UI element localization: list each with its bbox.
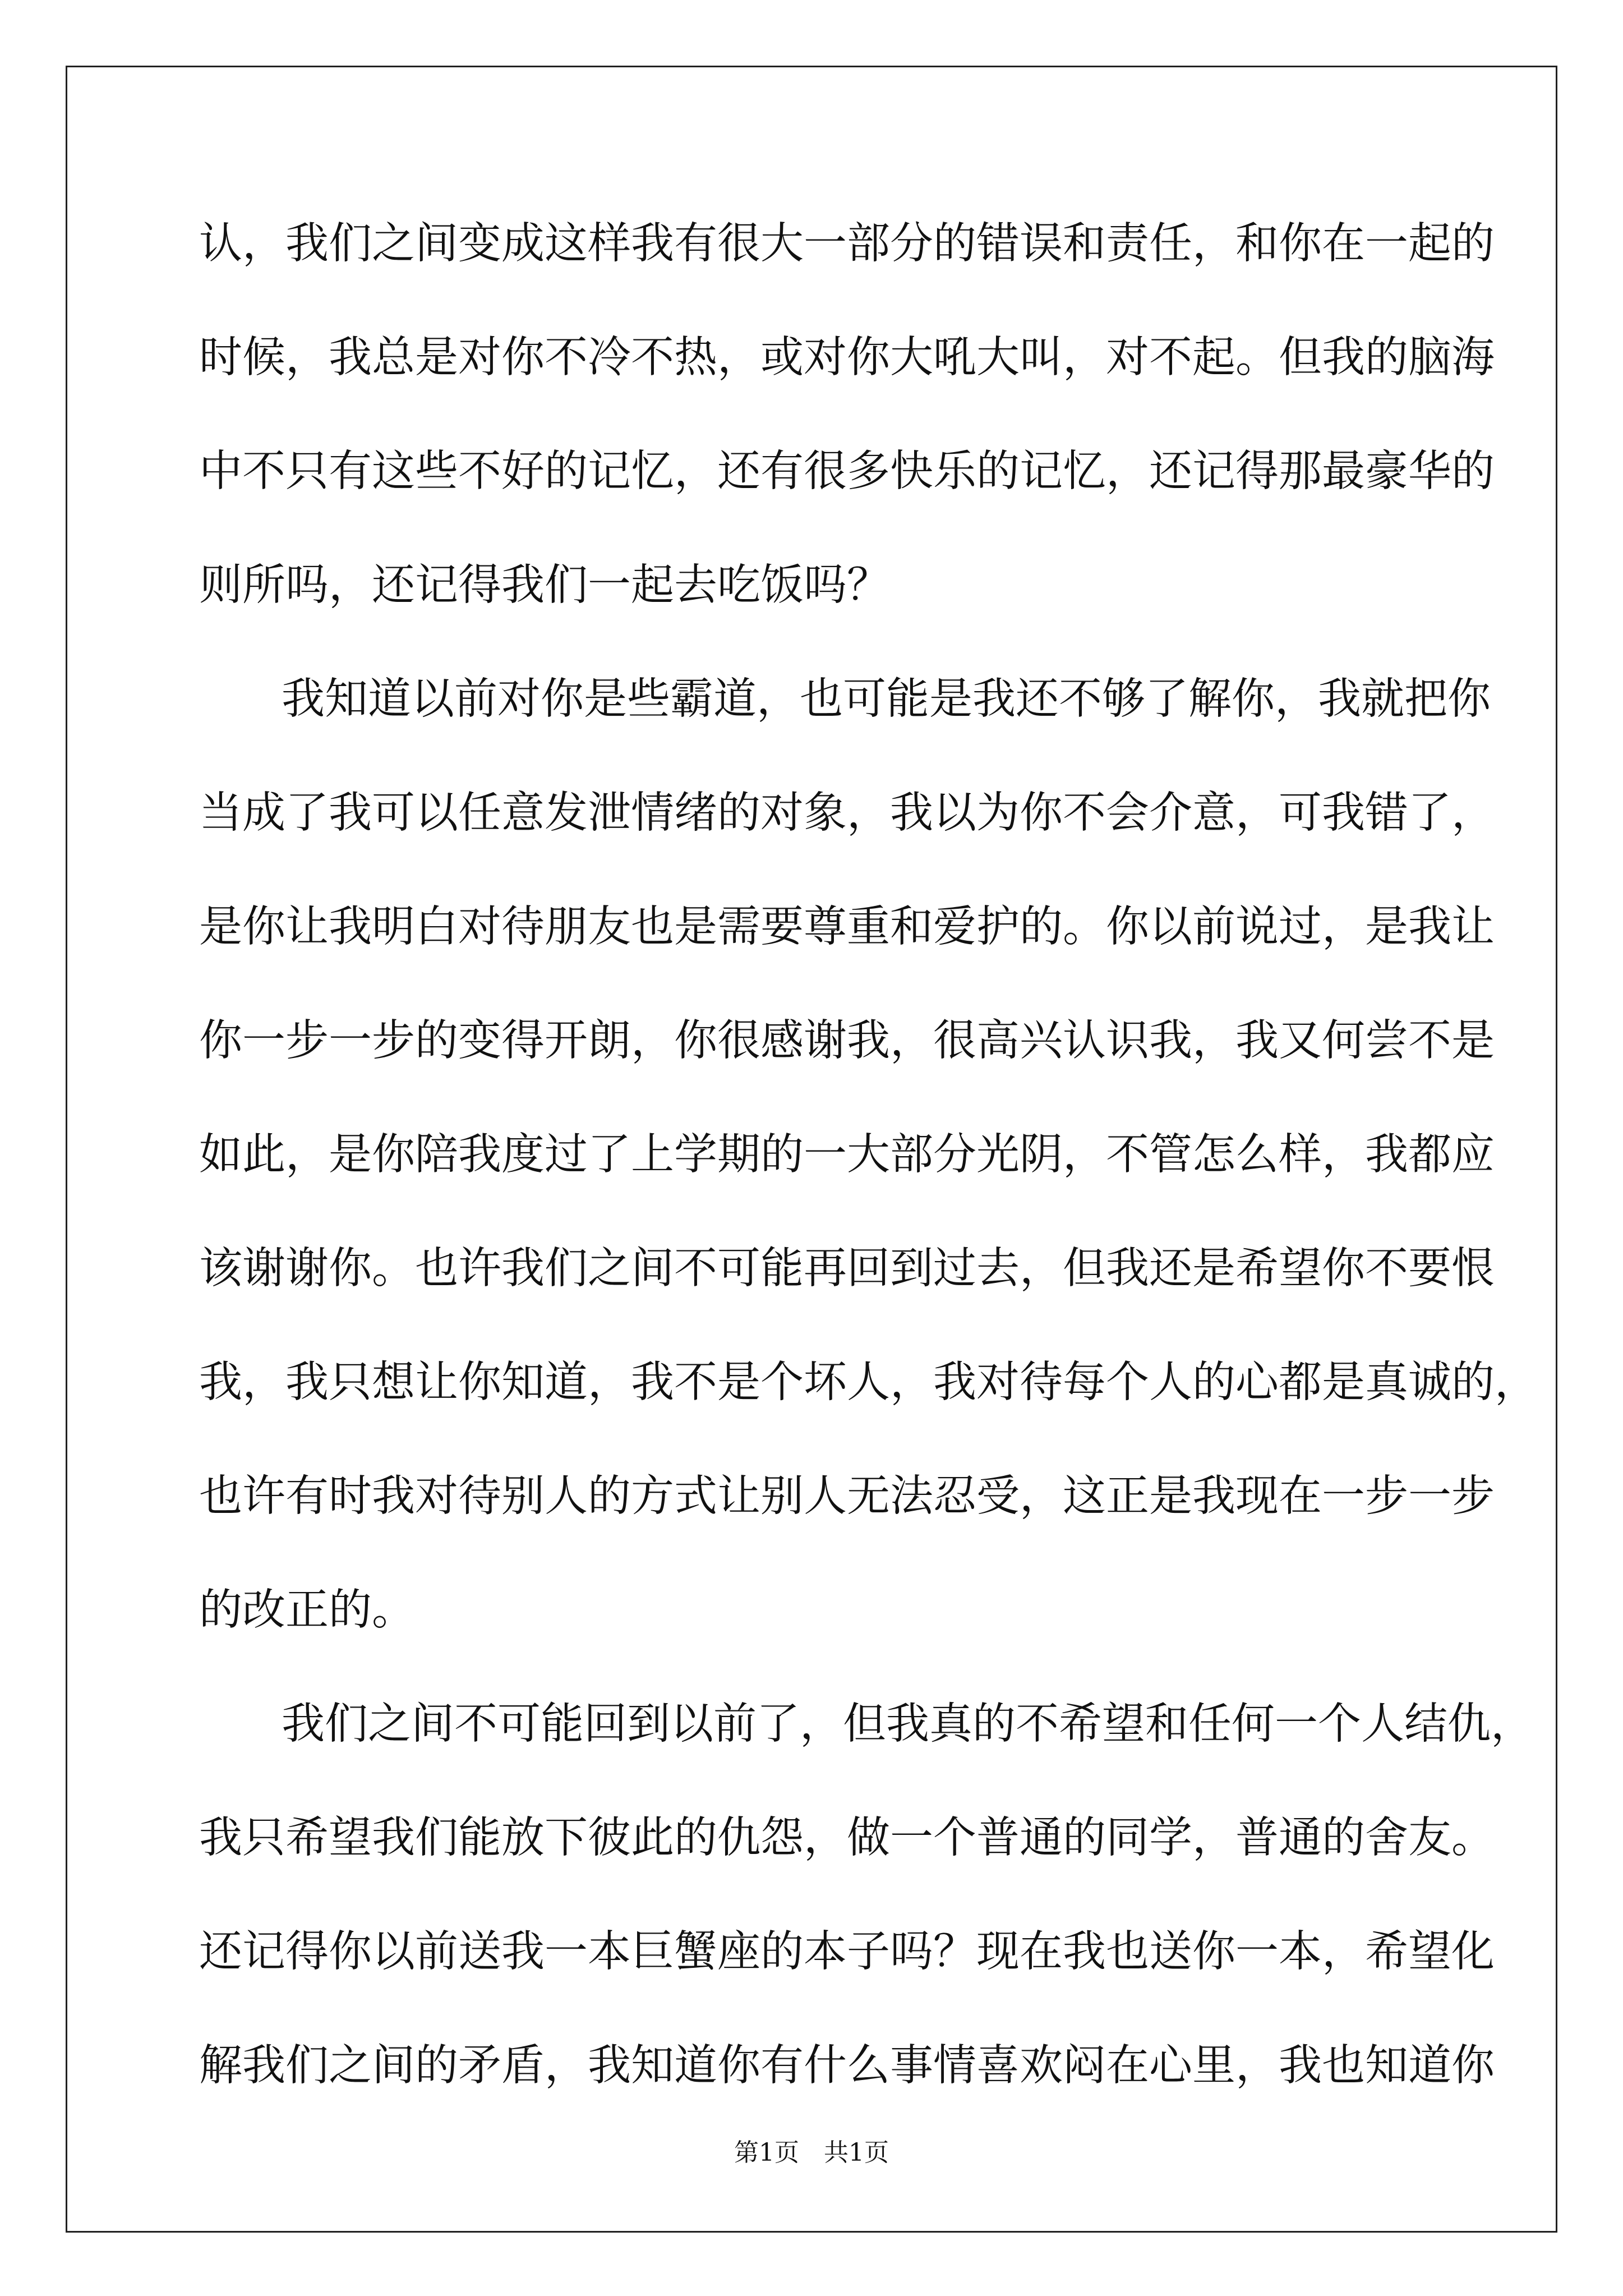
text-line: 的改正的。 — [199, 1585, 415, 1635]
text-line: 时候，我总是对你不冷不热，或对你大吼大叫，对不起。但我的脑海 — [199, 333, 1495, 383]
text-line: 我，我只想让你知道，我不是个坏人，我对待每个人的心都是真诚的， — [199, 1358, 1538, 1407]
paragraph-first-line: 我知道以前对你是些霸道，也可能是我还不够了解你，我就把你 — [282, 674, 1491, 724]
text-line: 你一步一步的变得开朗，你很感谢我，很高兴认识我，我又何尝不是 — [199, 1016, 1495, 1066]
text-line: 中不只有这些不好的记忆，还有很多快乐的记忆，还记得那最豪华的 — [199, 447, 1495, 496]
page-number-footer: 第1页 共1页 — [734, 2138, 889, 2167]
text-line: 解我们之间的矛盾，我知道你有什么事情喜欢闷在心里，我也知道你 — [199, 2041, 1495, 2091]
text-line: 当成了我可以任意发泄情绪的对象，我以为你不会介意，可我错了， — [199, 788, 1495, 838]
text-line: 还记得你以前送我一本巨蟹座的本子吗？现在我也送你一本，希望化 — [199, 1927, 1495, 1977]
text-line: 如此，是你陪我度过了上学期的一大部分光阴，不管怎么样，我都应 — [199, 1130, 1495, 1180]
paragraph-first-line: 我们之间不可能回到以前了，但我真的不希望和任何一个人结仇， — [282, 1699, 1534, 1749]
text-line: 认，我们之间变成这样我有很大一部分的错误和责任，和你在一起的 — [199, 219, 1495, 269]
text-line: 也许有时我对待别人的方式让别人无法忍受，这正是我现在一步一步 — [199, 1471, 1495, 1521]
text-line: 我只希望我们能放下彼此的仇怨，做一个普通的同学，普通的舍友。 — [199, 1813, 1495, 1863]
text-line: 该谢谢你。也许我们之间不可能再回到过去，但我还是希望你不要恨 — [199, 1244, 1495, 1294]
text-line: 是你让我明白对待朋友也是需要尊重和爱护的。你以前说过，是我让 — [199, 902, 1495, 952]
text-line: 则所吗，还记得我们一起去吃饭吗？ — [199, 560, 890, 610]
